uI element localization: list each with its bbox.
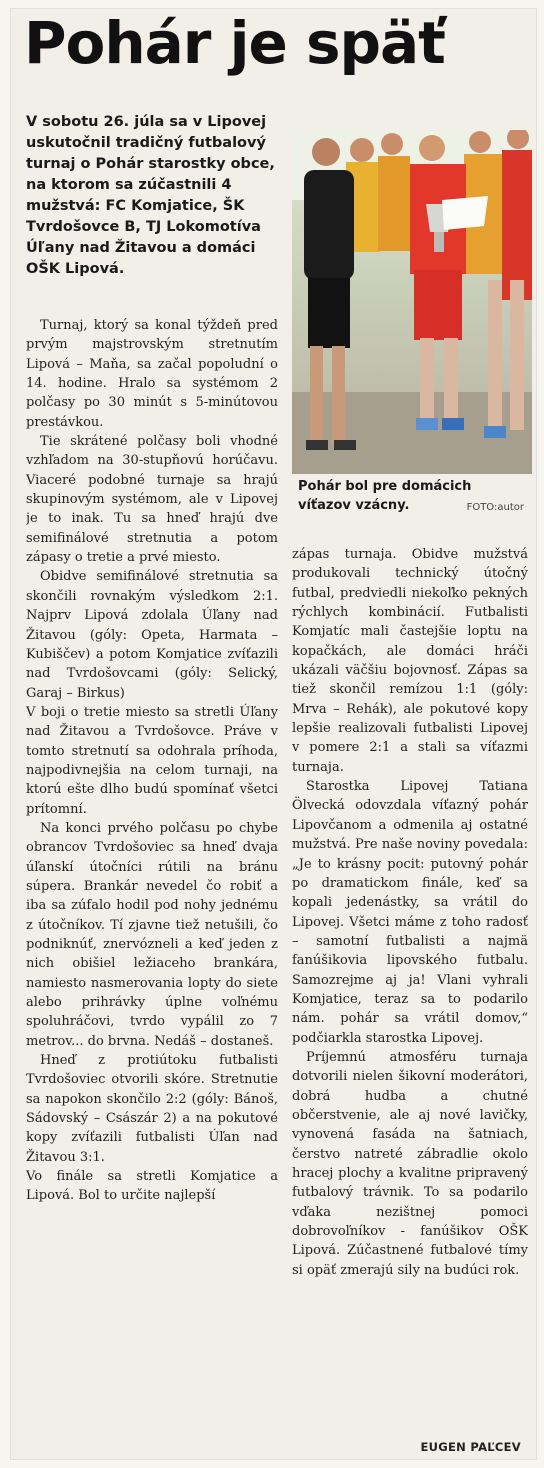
paragraph: Turnaj, ktorý sa konal týždeň pred prvým majstrovským stretnutím Lipová – Maňa, sa začal popoludní o 14. hodine. Hralo sa systémom 2 polčasy po 30 minút s 5-minútovou prestávkou. [26, 318, 278, 430]
team-photo [292, 130, 532, 474]
article-column-right [292, 545, 528, 1445]
headline: Pohár je späť [24, 9, 445, 77]
paragraph: Starostka Lipovej Tatiana Ölvecká odovzdala víťazný pohár Lipovčanom a odmenila aj ostatné mužstvá. Pre naše noviny povedala: „Je to krásny pocit: putovný pohár po dramatickom finále, keď sa kopali jedenástky, sa vrátil do Lipovej. Všetci máme z toho radosť – samotní futbalisti a najmä fanúšikovia lipovského futbalu. Samozrejme aj ja! Vlani vyhrali Komjatice, teraz sa to podarilo nám. pohár sa vrátil domov,“ podčiarkla starostka Lipovej. [292, 779, 528, 1046]
paragraph: Obidve semifinálové stretnutia sa skončili rovnakým výsledkom 2:1. Najprv Lipová zdolala Úľany nad Žitavou (góly: Opeta, Harmata – Kubiščev) a potom Komjatice zvíťazili nad Tvrdošovcami (góly: Selický, Garaj – Birkus) [26, 569, 278, 701]
paragraph: Príjemnú atmosféru turnaja dotvorili nielen šikovní moderátori, dobrá hudba a chutné občerstvenie, ale aj nové lavičky, vynovená fasáda na šatniach, čerstvo natreté zábradlie okolo hracej plochy a kvalitne pripravený futbalový trávnik. To sa podarilo vďaka nezištnej pomoci dobrovoľníkov - fanúšikov OŠK Lipová. Zúčastnené futbalové tímy si opäť zmerajú sily na budúci rok. [292, 1049, 528, 1278]
paragraph: Vo finále sa stretli Komjatice a Lipová. Bol to určite najlepší [26, 1169, 278, 1204]
photo-caption-box [292, 474, 532, 532]
paragraph: Hneď z protiútoku futbalisti Tvrdošoviec otvorili skóre. Stretnutie sa napokon skončilo 2:2 (góly: Bánoš, Sádovský – Császár 2) a na pokutové kopy zvíťazili futbalisti Úľan nad Žitavou 3:1. [26, 1053, 278, 1165]
paragraph: zápas turnaja. Obidve mužstvá produkovali technický útočný futbal, predviedli niekoľko pekných rýchlych kombinácií. Futbalisti Komjatíc mali častejšie loptu na kopačkách, ale domáci hráči ukázali väčšiu bojovnosť. Zápas sa tiež skončil remízou 1:1 (góly: Mrva – Rehák), ale pokutové kopy lepšie realizovali futbalisti Lipovej v pomere 2:1 a stali sa víťazmi turnaja. [292, 547, 528, 775]
photo-caption: Pohár bol pre domácich víťazov vzácny. [298, 479, 472, 513]
paragraph: Na konci prvého polčasu po chybe obrancov Tvrdošoviec sa hneď dvaja úľanskí útočníci rútili na bránu súpera. Brankár nevedel čo robiť a iba sa zúfalo hodil pod nohy jednému z útočníkov. Tí zjavne tiež netušili, čo podniknúť, znervózneli a keď jeden z nich obišiel ležiaceho brankára, namiesto nasmerovania lopty do siete alebo prihrávky úplne voľnému spoluhráčovi, tvrdo vypálil zo 7 metrov... do brvna. Nedáš – dostaneš. [26, 820, 278, 1049]
paragraph: Tie skrátené polčasy boli vhodné vzhľadom na 30-stupňovú horúčavu. Viaceré podobné turnaje sa hrajú skupinovým systémom, ale v Lipovej je to inak. Tu sa hneď hrajú dve semifinálové stretnutia a potom zápasy o tretie a prvé miesto. [26, 434, 278, 566]
author-byline: EUGEN PAĽCEV [420, 1440, 521, 1454]
photo-credit: FOTO:autor [466, 502, 524, 513]
article-column-left [26, 316, 278, 1456]
lead-paragraph: V sobotu 26. júla sa v Lipovej uskutočnil tradičný futbalový turnaj o Pohár starostky obce, na ktorom sa zúčastnili 4 mužstvá: FC Komjatice, ŠK Tvrdošovce B, TJ Lokomotíva Úľany nad Žitavou a domáci OŠK Lipová. [26, 114, 275, 277]
newspaper-clipping [10, 8, 537, 1460]
paragraph: V boji o tretie miesto sa stretli Úľany nad Žitavou a Tvrdošovce. Práve v tomto stretnutí sa odohrala príhoda, najpodivnejšia na celom turnaji, na ktorú ešte dlho budú spomínať všetci prítomní. [26, 704, 278, 817]
